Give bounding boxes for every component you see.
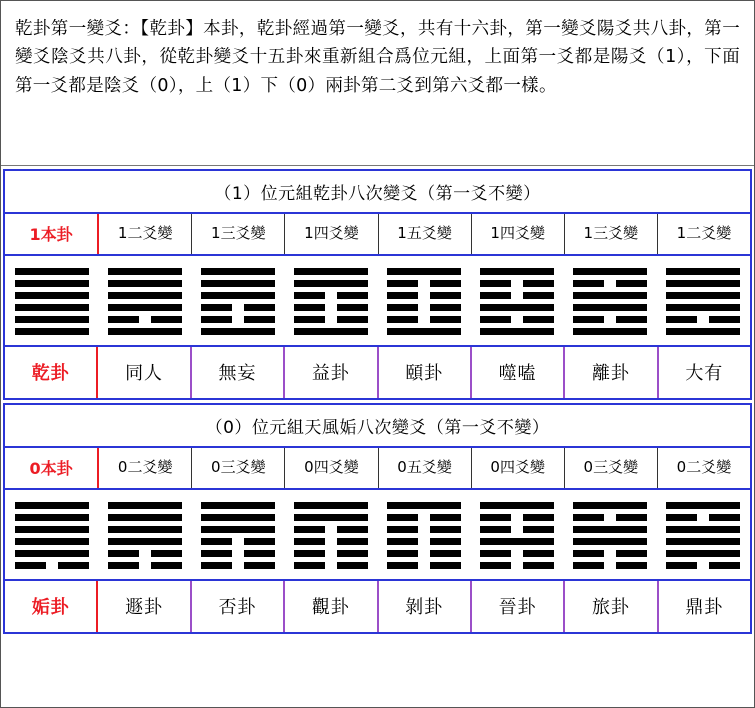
yang-line — [201, 526, 275, 533]
label-cell: 1二爻變 — [676, 224, 732, 242]
yin-line — [666, 514, 740, 521]
yang-line — [201, 280, 275, 287]
label-row-yang — [5, 214, 750, 256]
hexagram-name: 乾卦 — [5, 347, 98, 398]
yin-line — [666, 316, 740, 323]
hexagram-name: 噬嗑 — [472, 347, 565, 398]
yang-line — [15, 550, 89, 557]
hexagram-name: 遯卦 — [98, 581, 191, 632]
hexagram-name: 晉卦 — [472, 581, 565, 632]
yin-line — [480, 280, 554, 287]
yang-line — [387, 502, 461, 509]
yang-line — [15, 502, 89, 509]
label-row-yin — [5, 448, 750, 490]
yin-line — [108, 562, 182, 569]
hexagram-figure — [98, 500, 191, 571]
name-row-yin — [5, 581, 750, 632]
yang-line — [15, 514, 89, 521]
hexagram-figure — [471, 266, 564, 337]
label-cell: 1四爻變 — [472, 214, 565, 254]
yang-line — [201, 502, 275, 509]
hexagram-figure — [284, 500, 377, 571]
hexagram-name: 大有 — [685, 363, 724, 384]
yin-line — [387, 526, 461, 533]
hexagram-name: 離卦 — [565, 347, 658, 398]
yin-line — [666, 562, 740, 569]
yin-line — [573, 562, 647, 569]
yang-line — [201, 292, 275, 299]
yang-line — [201, 328, 275, 335]
yin-line — [201, 562, 275, 569]
yang-line — [666, 538, 740, 545]
yin-line — [387, 514, 461, 521]
hexagram-name: 否卦 — [192, 581, 285, 632]
yin-line — [294, 316, 368, 323]
yin-line — [387, 304, 461, 311]
hexagram-figure — [5, 266, 98, 337]
label-cell: 0二爻變 — [99, 448, 192, 488]
yin-line — [387, 292, 461, 299]
label-cell: 1五爻變 — [379, 214, 472, 254]
hexagram-name: 無妄 — [192, 347, 285, 398]
yin-line — [294, 550, 368, 557]
hexagram-figure — [378, 500, 471, 571]
hexagram-name: 姤卦 — [5, 581, 98, 632]
label-cell: 0三爻變 — [565, 448, 658, 488]
label-cell: 1三爻變 — [565, 214, 658, 254]
section-yin — [3, 403, 752, 634]
yang-line — [15, 538, 89, 545]
hexagram-figure — [5, 500, 98, 571]
yin-line — [573, 316, 647, 323]
yang-line — [573, 526, 647, 533]
hexagram-name: 頤卦 — [379, 347, 472, 398]
yang-line — [108, 292, 182, 299]
yang-line — [201, 514, 275, 521]
yang-line — [480, 538, 554, 545]
yin-line — [294, 526, 368, 533]
yang-line — [666, 268, 740, 275]
yang-line — [573, 328, 647, 335]
yin-line — [108, 550, 182, 557]
yin-line — [387, 562, 461, 569]
yin-line — [480, 562, 554, 569]
yin-line — [201, 550, 275, 557]
yang-line — [294, 514, 368, 521]
yang-line — [15, 268, 89, 275]
label-cell: 0四爻變 — [472, 448, 565, 488]
yang-line — [108, 538, 182, 545]
yang-line — [666, 292, 740, 299]
yang-line — [15, 304, 89, 311]
hexagram-figure — [657, 266, 750, 337]
label-cell: 0二爻變 — [676, 458, 732, 476]
yin-line — [573, 280, 647, 287]
yang-line — [294, 280, 368, 287]
yang-line — [108, 514, 182, 521]
yang-line — [573, 502, 647, 509]
hexagram-row-yang — [5, 256, 750, 347]
yin-line — [294, 304, 368, 311]
yin-line — [387, 280, 461, 287]
label-cell: 1二爻變 — [99, 214, 192, 254]
yin-line — [201, 304, 275, 311]
yang-line — [294, 328, 368, 335]
yang-line — [480, 268, 554, 275]
yang-line — [15, 328, 89, 335]
name-row-yang — [5, 347, 750, 398]
hexagram-figure — [657, 500, 750, 571]
yang-line — [480, 328, 554, 335]
hexagram-figure — [471, 500, 564, 571]
hexagram-name: 剝卦 — [379, 581, 472, 632]
yang-line — [480, 502, 554, 509]
section-yang — [3, 169, 752, 400]
yang-line — [15, 280, 89, 287]
yang-line — [666, 280, 740, 287]
yin-line — [387, 316, 461, 323]
yin-line — [201, 538, 275, 545]
yang-line — [666, 526, 740, 533]
yang-line — [108, 526, 182, 533]
yin-line — [15, 562, 89, 569]
yin-line — [573, 514, 647, 521]
yang-line — [108, 328, 182, 335]
yin-line — [387, 550, 461, 557]
yin-line — [480, 526, 554, 533]
yang-line — [573, 268, 647, 275]
hexagram-name: 觀卦 — [285, 581, 378, 632]
hexagram-figure — [564, 266, 657, 337]
yang-line — [294, 268, 368, 275]
hexagram-figure — [564, 500, 657, 571]
section-title-yang: （1）位元組乾卦八次變爻（第一爻不變） — [5, 171, 750, 214]
yin-line — [294, 562, 368, 569]
yin-line — [480, 514, 554, 521]
yang-line — [666, 304, 740, 311]
yang-line — [108, 280, 182, 287]
yang-line — [15, 292, 89, 299]
yin-line — [387, 538, 461, 545]
yin-line — [480, 292, 554, 299]
hexagram-figure — [284, 266, 377, 337]
yang-line — [480, 304, 554, 311]
yang-line — [666, 328, 740, 335]
hexagram-figure — [98, 266, 191, 337]
yang-line — [387, 268, 461, 275]
hexagram-figure — [191, 500, 284, 571]
yang-line — [15, 316, 89, 323]
yang-line — [387, 328, 461, 335]
label-cell: 1本卦 — [5, 214, 99, 254]
yin-line — [573, 550, 647, 557]
label-cell: 0本卦 — [5, 448, 99, 488]
yin-line — [480, 550, 554, 557]
yang-line — [108, 304, 182, 311]
yin-line — [294, 292, 368, 299]
intro-paragraph: 乾卦第一變爻：【乾卦】本卦，乾卦經過第一變爻，共有十六卦，第一變爻陽爻共八卦，第一變爻陰爻共八卦，從乾卦變爻十五卦來重新組合爲位元組，上面第一爻都是陽爻（1），下面第一爻都是陰爻（0），上（1）下（0）兩卦第二爻到第六爻都一樣。 — [1, 1, 754, 166]
label-cell: 1三爻變 — [192, 214, 285, 254]
yang-line — [666, 550, 740, 557]
yang-line — [573, 304, 647, 311]
hexagram-row-yin — [5, 490, 750, 581]
yang-line — [108, 502, 182, 509]
hexagram-name: 同人 — [98, 347, 191, 398]
yang-line — [573, 538, 647, 545]
hexagram-name: 鼎卦 — [685, 597, 724, 618]
yang-line — [666, 502, 740, 509]
section-title-yin: （0）位元組天風姤八次變爻（第一爻不變） — [5, 405, 750, 448]
yang-line — [201, 268, 275, 275]
yang-line — [573, 292, 647, 299]
yin-line — [108, 316, 182, 323]
yang-line — [294, 502, 368, 509]
label-cell: 0四爻變 — [285, 448, 378, 488]
hexagram-name: 益卦 — [285, 347, 378, 398]
yin-line — [201, 316, 275, 323]
yin-line — [294, 538, 368, 545]
yang-line — [15, 526, 89, 533]
label-cell: 1四爻變 — [285, 214, 378, 254]
hexagram-figure — [378, 266, 471, 337]
hexagram-figure — [191, 266, 284, 337]
hexagram-name: 旅卦 — [565, 581, 658, 632]
yin-line — [480, 316, 554, 323]
label-cell: 0三爻變 — [192, 448, 285, 488]
yang-line — [108, 268, 182, 275]
label-cell: 0五爻變 — [379, 448, 472, 488]
